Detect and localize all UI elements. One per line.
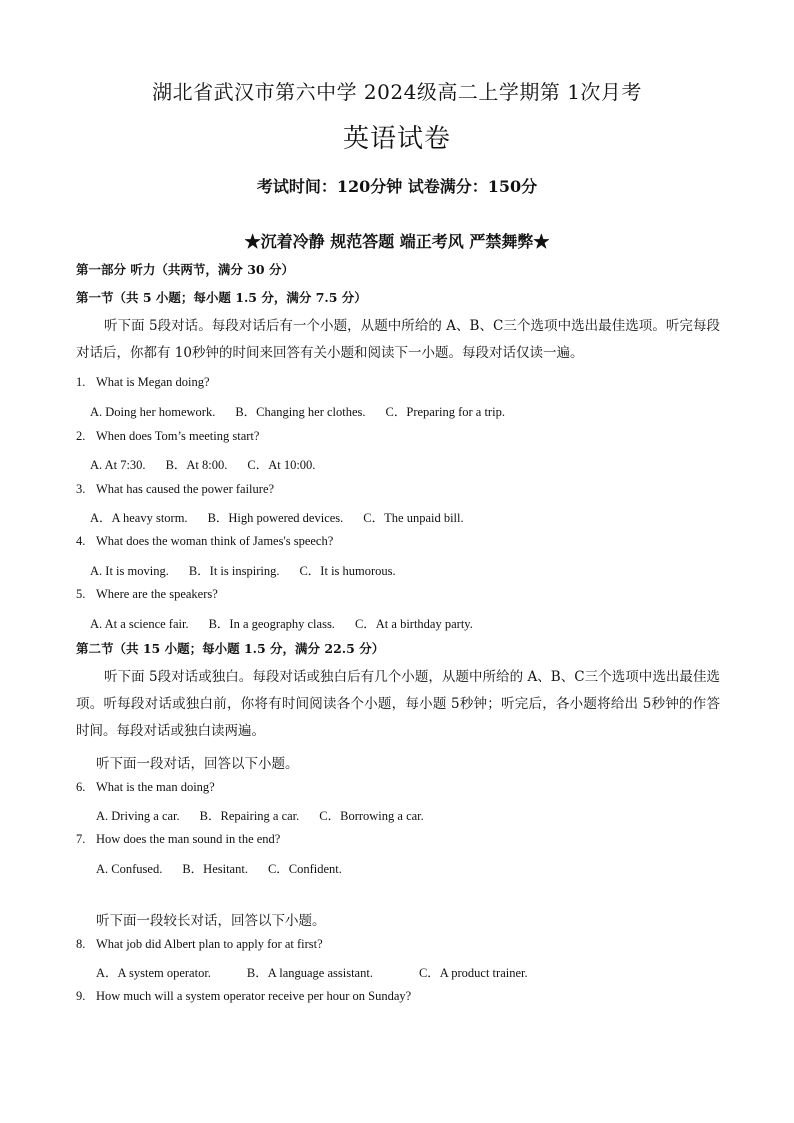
option-a: A. At 7:30. [90, 458, 146, 472]
option-b: B．Hesitant. [182, 862, 248, 876]
option-b: B．Repairing a car. [199, 809, 300, 823]
part1-heading: 第一部分 听力（共两节，满分 30 分） [76, 262, 294, 277]
question-number: 4. [76, 534, 86, 548]
option-b: B．A language assistant. [246, 966, 373, 980]
question-9 [76, 989, 411, 1004]
question-1 [76, 375, 210, 390]
option-c: C．A product trainer. [418, 966, 528, 980]
question-text: How does the man sound in the end? [96, 832, 281, 846]
question-6 [76, 780, 215, 795]
option-c: C．Confident. [267, 862, 342, 876]
option-a: A. It is moving. [90, 564, 169, 578]
option-c: C．It is humorous. [299, 564, 396, 578]
option-a: A. Confused. [96, 862, 163, 876]
dialogue-intro-2: 听下面一段较长对话，回答以下小题。 [96, 913, 326, 929]
question-text: How much will a system operator receive per hour on Sunday? [96, 989, 412, 1003]
question-number: 5. [76, 587, 86, 601]
question-number: 3. [76, 482, 86, 496]
question-text: What job did Albert plan to apply for at first? [96, 937, 323, 951]
question-text: What is the man doing? [96, 780, 215, 794]
question-number: 2. [76, 429, 86, 443]
question-number: 8. [76, 937, 86, 951]
question-2-options [90, 455, 335, 473]
question-4 [76, 534, 333, 549]
question-1-options [90, 402, 525, 420]
question-text: What does the woman think of James's speech? [96, 534, 334, 548]
option-c: C．Borrowing a car. [319, 809, 424, 823]
question-7 [76, 832, 280, 847]
question-2 [76, 429, 259, 444]
exam-title-subject: 英语试卷 [342, 124, 451, 154]
question-text: When does Tom’s meeting start? [96, 429, 260, 443]
section1-heading: 第一节（共 5 小题；每小题 1.5 分，满分 7.5 分） [76, 290, 367, 305]
option-b: B．At 8:00. [165, 458, 228, 472]
exam-slogan: ★沉着冷静 规范答题 端正考风 严禁舞弊★ [244, 232, 550, 251]
question-8-options [96, 963, 548, 981]
option-c: C．At a birthday party. [354, 617, 473, 631]
exam-time-score: 考试时间：120分钟 试卷满分：150分 [256, 177, 538, 196]
option-c: C．Preparing for a trip. [385, 405, 505, 419]
section2-heading: 第二节（共 15 小题；每小题 1.5 分，满分 22.5 分） [76, 641, 385, 656]
dialogue-intro-1: 听下面一段对话，回答以下小题。 [96, 756, 299, 772]
question-3 [76, 482, 274, 497]
question-number: 1. [76, 375, 86, 389]
question-3-options [90, 508, 484, 526]
option-c: C．At 10:00. [247, 458, 316, 472]
question-number: 7. [76, 832, 86, 846]
question-text: What is Megan doing? [96, 375, 210, 389]
question-text: What has caused the power failure? [96, 482, 275, 496]
option-a: A．A system operator. [96, 966, 211, 980]
option-a: A. Driving a car. [96, 809, 180, 823]
question-number: 9. [76, 989, 86, 1003]
section1-instructions: 听下面 5段对话。每段对话后有一个小题，从题中所给的 A、B、C三个选项中选出最佳选项。听完每段对话后，你都有 10秒钟的时间来回答有关小题和阅读下一小题。每段对话仅读一遍。 [76, 318, 720, 361]
exam-title-school: 湖北省武汉市第六中学 2024级高二上学期第 1次月考 [152, 80, 642, 104]
question-8 [76, 937, 323, 952]
option-b: B．In a geography class. [208, 617, 335, 631]
section2-instructions: 听下面 5段对话或独白。每段对话或独白后有几个小题，从题中所给的 A、B、C三个选项中选出最佳选项。听每段对话或独白前，你将有时间阅读各个小题，每小题 5秒钟；听完后，各小题将给出 5秒钟的作答时间。每段对话或独白读两遍。 [76, 669, 720, 739]
option-c: C．The unpaid bill. [363, 511, 464, 525]
option-a: A. Doing her homework. [90, 405, 216, 419]
option-b: B．It is inspiring. [188, 564, 280, 578]
option-b: B．Changing her clothes. [235, 405, 366, 419]
question-4-options [90, 561, 416, 579]
question-6-options [96, 806, 444, 824]
question-7-options [96, 859, 362, 877]
question-5-options [90, 614, 493, 632]
option-a: A．A heavy storm. [90, 511, 188, 525]
question-5 [76, 587, 218, 602]
option-a: A. At a science fair. [90, 617, 189, 631]
question-number: 6. [76, 780, 86, 794]
question-text: Where are the speakers? [96, 587, 218, 601]
option-b: B．High powered devices. [207, 511, 344, 525]
